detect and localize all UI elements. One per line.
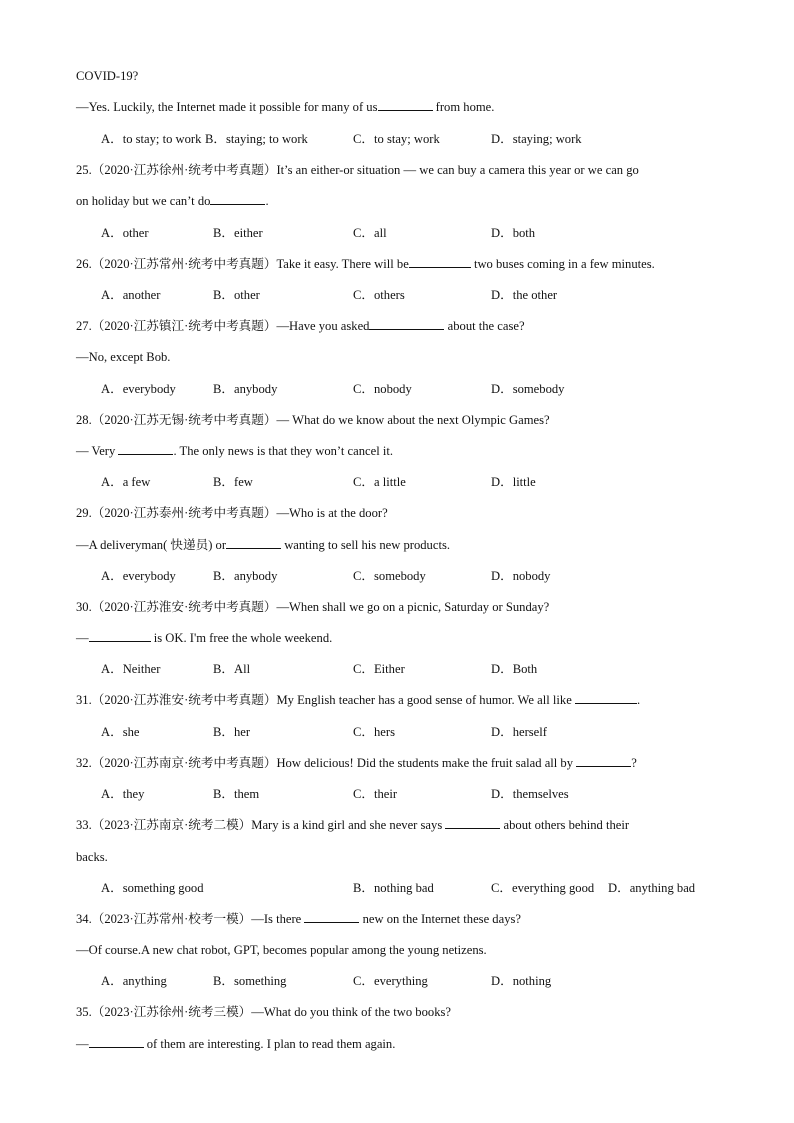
question-24-continued: COVID-19? — [76, 69, 139, 83]
option-a: A．other — [101, 226, 149, 240]
option-a: A．a few — [101, 475, 151, 489]
option-a: A．anything — [101, 974, 167, 988]
question-35-stem: 35.（2023·江苏徐州·统考三模）—What do you think of the two books? — [76, 1005, 451, 1019]
option-b: B．anybody — [213, 569, 278, 583]
option-d: D．nobody — [491, 569, 551, 583]
option-d: D．anything bad — [608, 881, 696, 895]
question-34-reply: —Of course.A new chat robot, GPT, becomes popular among the young netizens. — [76, 943, 487, 957]
question-25-stem-cont: on holiday but we can’t do . — [76, 194, 269, 208]
question-27-stem: 27.（2020·江苏镇江·统考中考真题）—Have you asked about the case? — [76, 319, 525, 333]
answer-blank — [89, 1036, 144, 1048]
answer-blank — [575, 692, 637, 704]
option-d: D．the other — [491, 288, 558, 302]
question-28-stem: 28.（2020·江苏无锡·统考中考真题）— What do we know about the next Olympic Games? — [76, 413, 550, 427]
question-27-reply: —No, except Bob. — [76, 350, 171, 364]
option-d: D．themselves — [491, 787, 569, 801]
option-d: D．Both — [491, 662, 538, 676]
option-c: C．everything — [353, 974, 428, 988]
option-c: C．others — [353, 288, 405, 302]
answer-blank — [576, 755, 631, 767]
option-a: A．everybody — [101, 569, 176, 583]
question-25-stem: 25.（2020·江苏徐州·统考中考真题）It’s an either-or situation — we can buy a camera this year or we can go — [76, 163, 639, 177]
question-30-stem: 30.（2020·江苏淮安·统考中考真题）—When shall we go on a picnic, Saturday or Sunday? — [76, 600, 550, 614]
answer-blank — [118, 443, 173, 455]
answer-blank — [304, 911, 359, 923]
option-a: A．Neither — [101, 662, 161, 676]
question-30-reply: — is OK. I'm free the whole weekend. — [76, 631, 333, 645]
answer-blank — [89, 630, 151, 642]
option-b: B．All — [213, 662, 251, 676]
option-b: B．few — [213, 475, 253, 489]
question-32-stem: 32.（2020·江苏南京·统考中考真题）How delicious! Did the students make the fruit salad all by ? — [76, 756, 637, 770]
option-b: B．either — [213, 226, 263, 240]
option-d: D．both — [491, 226, 536, 240]
option-d: D．herself — [491, 725, 547, 739]
question-26-stem: 26.（2020·江苏常州·统考中考真题）Take it easy. There will be two buses coming in a few minutes. — [76, 257, 655, 271]
question-33-stem: 33.（2023·江苏南京·统考二模）Mary is a kind girl and she never says about others behind their — [76, 818, 630, 832]
question-33-stem-cont: backs. — [76, 850, 108, 864]
option-d: D．staying; work — [491, 132, 582, 146]
option-c: C．somebody — [353, 569, 426, 583]
option-b: B．something — [213, 974, 287, 988]
answer-blank — [445, 817, 500, 829]
option-b: B．anybody — [213, 382, 278, 396]
question-34-stem: 34.（2023·江苏常州·校考一模）—Is there new on the Internet these days? — [76, 912, 521, 926]
question-29-reply: —A deliveryman( 快递员) or wanting to sell his new products. — [76, 538, 450, 552]
option-a: A．another — [101, 288, 161, 302]
question-29-stem: 29.（2020·江苏泰州·统考中考真题）—Who is at the door? — [76, 506, 388, 520]
option-d: D．nothing — [491, 974, 552, 988]
option-c: C．Either — [353, 662, 405, 676]
answer-blank — [226, 537, 281, 549]
option-c: C．everything good — [491, 881, 595, 895]
option-a: A．to stay; to work — [101, 132, 202, 146]
option-c: C．all — [353, 226, 387, 240]
answer-blank — [409, 256, 471, 268]
option-d: D．little — [491, 475, 536, 489]
question-31-stem: 31.（2020·江苏淮安·统考中考真题）My English teacher has a good sense of humor. We all like . — [76, 693, 641, 707]
option-b: B．other — [213, 288, 260, 302]
option-b: B．them — [213, 787, 260, 801]
option-c: C．nobody — [353, 382, 412, 396]
option-d: D．somebody — [491, 382, 565, 396]
option-c: C．to stay; work — [353, 132, 440, 146]
option-a: A．something good — [101, 881, 204, 895]
option-a: A．they — [101, 787, 145, 801]
option-c: C．their — [353, 787, 398, 801]
answer-blank — [210, 193, 265, 205]
option-c: C．a little — [353, 475, 406, 489]
option-b: B．her — [213, 725, 251, 739]
question-35-reply: — of them are interesting. I plan to read them again. — [76, 1037, 396, 1051]
option-c: C．hers — [353, 725, 395, 739]
option-b: B．nothing bad — [353, 881, 434, 895]
option-a: A．everybody — [101, 382, 176, 396]
option-b: B．staying; to work — [205, 132, 308, 146]
answer-blank — [378, 99, 433, 111]
question-24-reply: —Yes. Luckily, the Internet made it possible for many of us from home. — [76, 100, 495, 114]
option-a: A．she — [101, 725, 140, 739]
question-28-reply: — Very . The only news is that they won’t cancel it. — [76, 444, 393, 458]
answer-blank — [369, 318, 444, 330]
